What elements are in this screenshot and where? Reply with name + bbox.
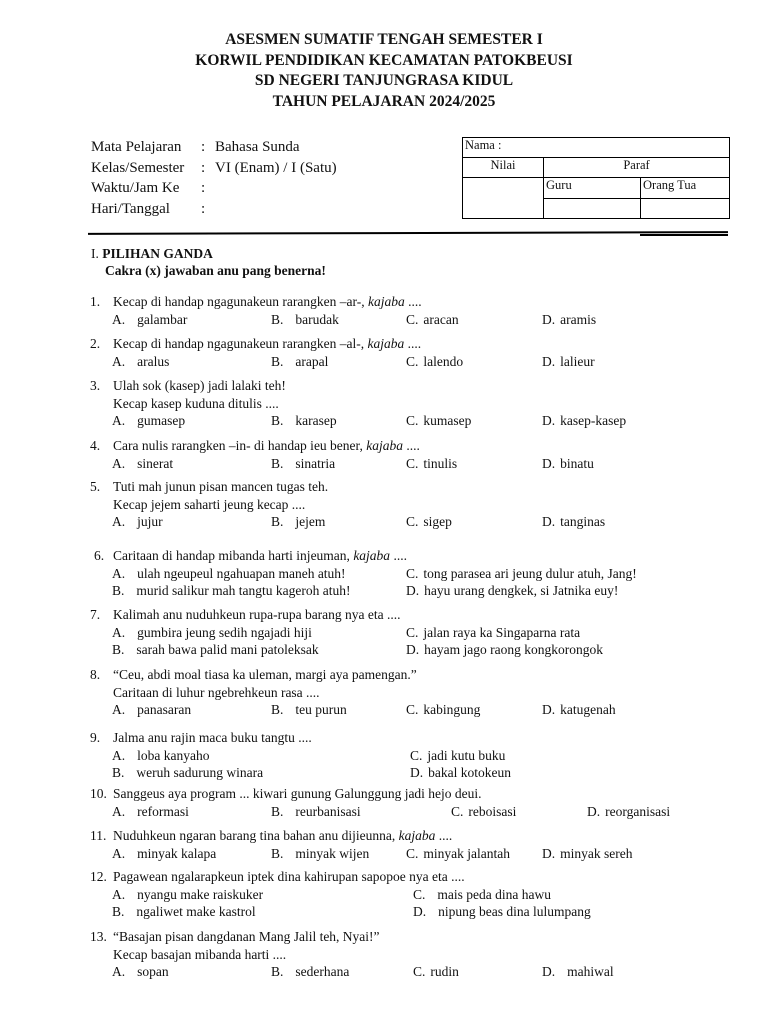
option-letter: B. <box>271 702 284 717</box>
option-letter: D. <box>542 413 556 428</box>
meta-label: Kelas/Semester <box>91 159 185 176</box>
option-text: mais peda dina hawu <box>437 886 551 902</box>
question-stem: “Basajan pisan dangdanan Mang Jalil teh, Nyai!” <box>113 929 380 944</box>
option-letter: C. <box>406 455 419 471</box>
answer-option[interactable] <box>112 312 187 328</box>
header-line-3: SD NEGERI TANJUNGRASA KIDUL <box>254 72 514 89</box>
option-text: reurbanisasi <box>295 803 361 819</box>
answer-option[interactable] <box>406 456 457 472</box>
question-stem: Ulah sok (kasep) jadi lalaki teh! <box>113 378 286 393</box>
answer-option[interactable] <box>112 904 256 920</box>
option-letter: D. <box>587 803 601 819</box>
option-letter: A. <box>112 565 126 581</box>
answer-option[interactable] <box>112 456 173 472</box>
option-text: sinatria <box>295 455 336 471</box>
question-stem: Sanggeus aya program ... kiwari gunung Galunggung jadi hejo deui. <box>113 786 482 801</box>
answer-option[interactable] <box>406 354 463 370</box>
answer-option[interactable] <box>542 514 605 530</box>
answer-option[interactable] <box>406 583 618 599</box>
option-letter: B. <box>271 514 284 529</box>
option-letter: B. <box>112 583 125 598</box>
question-number: 10. <box>90 786 107 801</box>
question-number: 12. <box>90 869 107 884</box>
option-letter: A. <box>112 514 126 529</box>
option-letter: C. <box>406 845 419 861</box>
option-text: loba kanyaho <box>137 747 210 763</box>
option-letter: D. <box>542 353 556 369</box>
section-number: I. <box>91 246 99 261</box>
answer-option[interactable] <box>271 514 325 530</box>
option-text: tanginas <box>560 514 606 529</box>
option-letter: A. <box>112 803 126 819</box>
answer-option[interactable] <box>406 846 510 862</box>
answer-option[interactable] <box>271 312 339 328</box>
option-letter: D. <box>406 642 420 657</box>
question-number: 11. <box>90 828 107 843</box>
option-letter: A. <box>112 455 126 471</box>
option-text: kasep-kasep <box>560 413 627 428</box>
answer-option[interactable] <box>112 566 346 582</box>
option-letter: B. <box>271 845 284 861</box>
option-text: gumasep <box>137 413 186 428</box>
option-letter: A. <box>112 353 126 369</box>
header-line-2: KORWIL PENDIDIKAN KECAMATAN PATOKBEUSI <box>195 51 573 69</box>
answer-option[interactable] <box>542 846 632 862</box>
question-stem: “Ceu, abdi moal tiasa ka uleman, margi aya pamengan.” <box>113 667 417 682</box>
option-text: minyak sereh <box>560 845 633 861</box>
question-number: 8. <box>90 667 101 682</box>
exam-header <box>0 30 768 112</box>
option-letter: D. <box>542 455 556 471</box>
question-number: 13. <box>90 929 107 944</box>
answer-option[interactable] <box>112 804 189 820</box>
question-stem: Nuduhkeun ngaran barang tina bahan anu dijieunna, kajaba .... <box>113 828 453 843</box>
option-text: jadi kutu buku <box>427 747 506 763</box>
option-text: katugenah <box>560 702 616 717</box>
section-instruction: Cakra (x) jawaban anu pang benerna! <box>105 263 326 278</box>
exam-meta <box>91 137 337 219</box>
option-letter: A. <box>112 747 126 763</box>
answer-option[interactable] <box>112 748 209 764</box>
option-letter: D. <box>542 845 556 861</box>
answer-option[interactable] <box>271 456 335 472</box>
answer-option[interactable] <box>112 846 216 862</box>
question-stem: Tuti mah junun pisan mancen tugas teh. <box>113 479 329 494</box>
option-letter: A. <box>112 624 126 640</box>
option-text: reformasi <box>137 803 189 819</box>
answer-option[interactable] <box>406 514 452 530</box>
option-letter: A. <box>112 311 126 327</box>
question-number: 1. <box>90 294 101 309</box>
answer-option[interactable] <box>410 748 505 764</box>
option-text: barudak <box>295 311 339 327</box>
answer-option[interactable] <box>413 964 459 980</box>
option-text: minyak kalapa <box>137 845 217 861</box>
meta-row: Mata Pelajaran : Bahasa Sunda <box>91 137 337 158</box>
question-stem: Kalimah anu nuduhkeun rupa-rupa barang nya eta .... <box>113 607 401 622</box>
option-text: mahiwal <box>567 964 614 979</box>
meta-label: Hari/Tanggal <box>91 200 170 217</box>
question-stem: Jalma anu rajin maca buku tangtu .... <box>113 730 312 745</box>
option-text: aralus <box>137 353 170 369</box>
answer-option[interactable] <box>542 456 594 472</box>
answer-option[interactable] <box>542 354 595 370</box>
option-letter: B. <box>112 904 125 919</box>
option-text: panasaran <box>137 702 192 717</box>
answer-option[interactable] <box>542 413 626 429</box>
orangtua-label: Orang Tua <box>641 178 730 199</box>
meta-value: VI (Enam) / I (Satu) <box>215 159 337 176</box>
meta-label: Waktu/Jam Ke <box>91 180 180 196</box>
option-text: hayu urang dengkek, si Jatnika euy! <box>424 583 619 598</box>
answer-option[interactable] <box>112 583 350 599</box>
option-text: hayam jago raong kongkorongok <box>424 642 603 657</box>
header-line-1: ASESMEN SUMATIF TENGAH SEMESTER I <box>225 31 543 48</box>
option-text: jalan raya ka Singaparna rata <box>423 624 581 640</box>
answer-option[interactable] <box>112 887 263 903</box>
option-letter: C. <box>413 964 426 979</box>
question-stem: Kecap kasep kuduna ditulis .... <box>113 395 279 411</box>
option-text: reboisasi <box>468 803 517 819</box>
answer-option[interactable] <box>587 804 670 820</box>
answer-option[interactable] <box>112 514 163 530</box>
option-text: kumasep <box>423 413 472 428</box>
option-letter: C. <box>406 624 419 640</box>
option-text: sinerat <box>137 455 174 471</box>
answer-option[interactable] <box>451 804 516 820</box>
option-text: tinulis <box>423 455 458 471</box>
question-stem: Kecap di handap ngagunakeun rarangken –ar-, kajaba .... <box>113 294 422 309</box>
question-number: 5. <box>90 479 101 494</box>
option-letter: D. <box>406 583 420 598</box>
option-text: karasep <box>295 413 337 428</box>
answer-option[interactable] <box>112 642 319 658</box>
answer-option[interactable] <box>542 312 596 328</box>
option-text: murid salikur mah tangtu kageroh atuh! <box>136 583 351 598</box>
meta-value: Bahasa Sunda <box>215 139 300 155</box>
meta-row: Kelas/Semester : VI (Enam) / I (Satu) <box>91 158 337 179</box>
answer-option[interactable] <box>112 625 312 641</box>
option-letter: A. <box>112 886 126 902</box>
option-text: jejem <box>295 514 326 529</box>
answer-option[interactable] <box>271 413 337 429</box>
option-text: nipung beas dina lulumpang <box>438 904 591 919</box>
question-stem: Kecap di handap ngagunakeun rarangken –al-, kajaba .... <box>113 336 422 351</box>
option-letter: B. <box>271 311 284 327</box>
option-letter: C. <box>406 514 419 529</box>
guru-signature-field[interactable] <box>544 198 641 219</box>
option-letter: C. <box>413 886 426 902</box>
answer-option[interactable] <box>542 964 614 980</box>
option-text: aracan <box>423 311 459 327</box>
option-letter: C. <box>406 353 419 369</box>
meta-row: Hari/Tanggal : <box>91 199 337 220</box>
guru-label: Guru <box>544 178 641 199</box>
signature-box <box>462 137 730 219</box>
option-letter: A. <box>112 964 126 979</box>
nilai-label: Nilai <box>463 158 544 178</box>
option-letter: B. <box>271 353 284 369</box>
question-number: 7. <box>90 607 101 622</box>
question-number: 6. <box>94 548 105 563</box>
answer-option[interactable] <box>112 765 263 781</box>
option-text: reorganisasi <box>605 803 671 819</box>
option-letter: B. <box>271 803 284 819</box>
question-number: 2. <box>90 336 101 351</box>
option-text: aramis <box>560 311 597 327</box>
option-letter: D. <box>410 765 424 780</box>
option-letter: B. <box>112 642 125 657</box>
option-letter: D. <box>413 904 427 919</box>
option-letter: B. <box>271 964 284 979</box>
option-text: sarah bawa palid mani patoleksak <box>136 642 319 657</box>
orangtua-signature-field[interactable] <box>641 198 730 219</box>
option-letter: B. <box>271 455 284 471</box>
option-letter: C. <box>406 413 419 428</box>
question-stem: Kecap jejem saharti jeung kecap .... <box>113 496 306 512</box>
meta-label: Mata Pelajaran <box>91 139 182 155</box>
answer-option[interactable] <box>406 312 459 328</box>
answer-option[interactable] <box>406 702 480 718</box>
option-text: jujur <box>137 514 163 529</box>
answer-option[interactable] <box>542 702 616 718</box>
option-text: ulah ngeupeul ngahuapan maneh atuh! <box>137 565 346 581</box>
section-title: PILIHAN GANDA <box>102 246 213 261</box>
answer-option[interactable] <box>112 964 169 980</box>
option-text: sigep <box>423 514 452 529</box>
option-letter: C. <box>406 311 419 327</box>
option-text: minyak jalantah <box>423 845 510 861</box>
option-text: teu purun <box>295 702 347 717</box>
question-stem: Caritaan di handap mibanda harti injeuman, kajaba .... <box>113 548 407 563</box>
question-stem: Cara nulis rarangken –in- di handap ieu bener, kajaba .... <box>113 438 420 453</box>
option-letter: B. <box>271 413 284 428</box>
question-stem: Pagawean ngalarapkeun iptek dina kahirupan sapopoe nya eta .... <box>113 869 465 884</box>
answer-option[interactable] <box>271 846 369 862</box>
option-text: tong parasea ari jeung dulur atuh, Jang! <box>423 565 637 581</box>
option-text: nyangu make raiskuker <box>137 886 264 902</box>
answer-option[interactable] <box>271 964 349 980</box>
option-letter: C. <box>451 803 464 819</box>
answer-option[interactable] <box>410 765 511 781</box>
name-field[interactable]: Nama : <box>463 138 730 158</box>
divider-line <box>88 231 728 235</box>
answer-option[interactable] <box>271 804 361 820</box>
answer-option[interactable] <box>406 642 603 658</box>
option-text: sopan <box>137 964 169 979</box>
divider-line <box>640 234 728 236</box>
question-stem: Kecap basajan mibanda harti .... <box>113 946 287 962</box>
option-text: ngaliwet make kastrol <box>136 904 256 919</box>
option-text: bakal kotokeun <box>428 765 511 780</box>
option-letter: C. <box>406 565 419 581</box>
option-letter: A. <box>112 413 126 428</box>
question-number: 3. <box>90 378 101 393</box>
answer-option[interactable] <box>406 413 471 429</box>
option-letter: D. <box>542 514 556 529</box>
option-text: minyak wijen <box>295 845 370 861</box>
option-letter: C. <box>406 702 419 717</box>
answer-option[interactable] <box>413 904 591 920</box>
option-letter: A. <box>112 845 126 861</box>
option-text: binatu <box>560 455 594 471</box>
option-letter: D. <box>542 964 556 979</box>
answer-option[interactable] <box>406 566 637 582</box>
option-text: lalieur <box>560 353 595 369</box>
question-number: 9. <box>90 730 101 745</box>
option-letter: C. <box>410 747 423 763</box>
option-letter: D. <box>542 702 556 717</box>
answer-option[interactable] <box>112 354 169 370</box>
answer-option[interactable] <box>271 354 328 370</box>
option-letter: A. <box>112 702 126 717</box>
meta-row: Waktu/Jam Ke : <box>91 178 337 199</box>
answer-option[interactable] <box>413 887 551 903</box>
paraf-label: Paraf <box>544 158 730 178</box>
option-letter: B. <box>112 765 125 780</box>
option-text: rudin <box>430 964 459 979</box>
answer-option[interactable] <box>406 625 580 641</box>
option-text: arapal <box>295 353 329 369</box>
section-heading <box>91 245 326 279</box>
nilai-field[interactable] <box>463 178 544 219</box>
option-text: weruh sadurung winara <box>136 765 264 780</box>
option-text: kabingung <box>423 702 481 717</box>
option-text: sederhana <box>295 964 350 979</box>
option-text: lalendo <box>423 353 464 369</box>
option-letter: D. <box>542 311 556 327</box>
option-text: gumbira jeung sedih ngajadi hiji <box>137 624 312 640</box>
question-number: 4. <box>90 438 101 453</box>
header-line-4: TAHUN PELAJARAN 2024/2025 <box>272 92 496 110</box>
question-stem: Caritaan di luhur ngebrehkeun rasa .... <box>113 684 320 700</box>
option-text: galambar <box>137 311 188 327</box>
answer-option[interactable] <box>112 413 185 429</box>
answer-option[interactable] <box>271 702 347 718</box>
answer-option[interactable] <box>112 702 191 718</box>
